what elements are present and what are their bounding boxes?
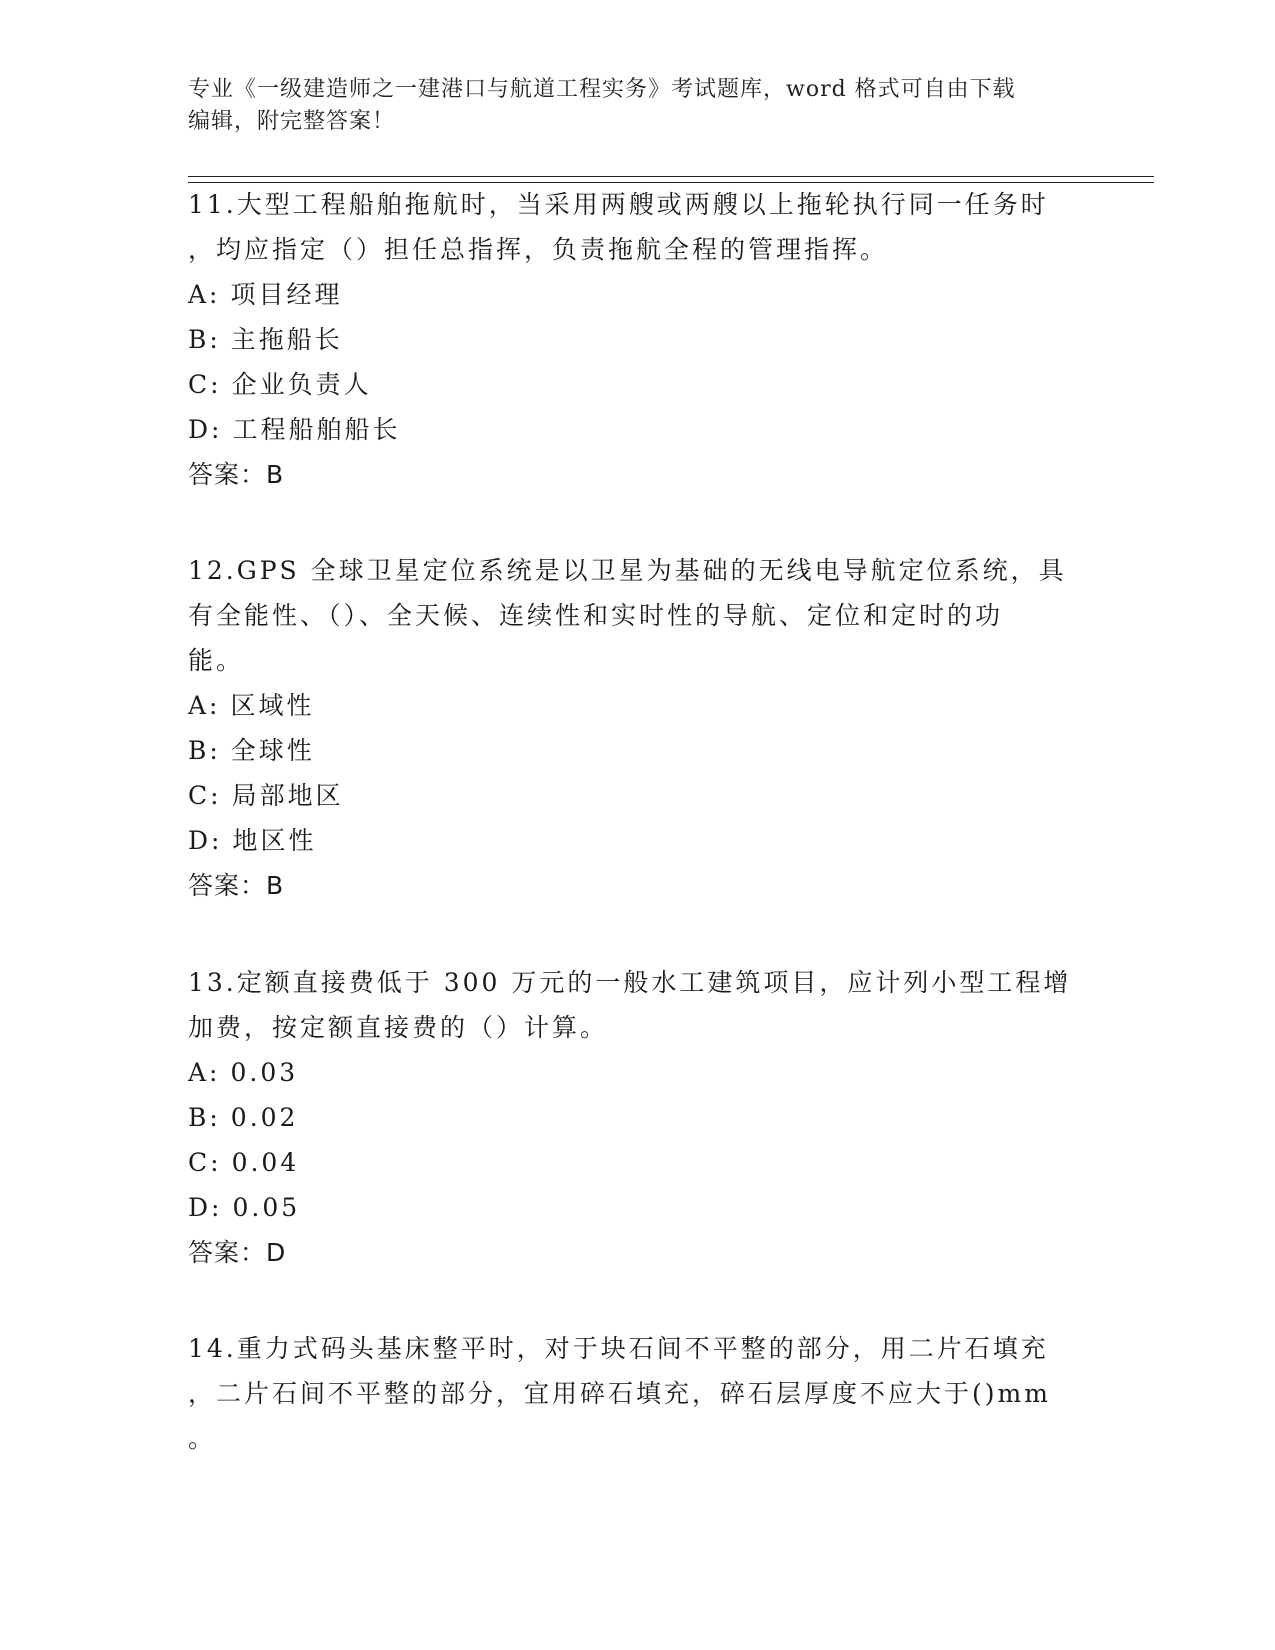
option-text: 全球性 bbox=[230, 736, 315, 765]
option-letter: C: bbox=[188, 1148, 222, 1177]
option-c bbox=[188, 362, 1088, 407]
question-11 bbox=[188, 182, 1088, 497]
answer-line: 答案：D bbox=[188, 1238, 287, 1267]
question-13 bbox=[188, 960, 1088, 1275]
header-line-1: 专业《一级建造师之一建港口与航道工程实务》考试题库，word 格式可自由下载 bbox=[188, 77, 1016, 102]
option-text: 地区性 bbox=[232, 826, 317, 855]
question-stem-line: 12.GPS 全球卫星定位系统是以卫星为基础的无线电导航定位系统，具 bbox=[188, 556, 1067, 585]
question-stem-line: ，均应指定（）担任总指挥，负责拖航全程的管理指挥。 bbox=[188, 235, 889, 264]
option-b bbox=[188, 317, 1088, 362]
option-letter: C: bbox=[188, 370, 222, 399]
option-a bbox=[188, 1050, 1088, 1095]
option-text: 项目经理 bbox=[230, 280, 343, 309]
option-letter: B: bbox=[188, 1103, 221, 1132]
option-a bbox=[188, 272, 1088, 317]
option-text: 区域性 bbox=[230, 691, 315, 720]
option-text: 0.03 bbox=[230, 1058, 299, 1087]
header-divider-top bbox=[188, 176, 1154, 177]
question-stem-line: 有全能性、（）、全天候、连续性和实时性的导航、定位和定时的功 bbox=[188, 601, 1004, 630]
option-c bbox=[188, 773, 1088, 818]
option-letter: D: bbox=[188, 415, 223, 444]
option-text: 0.05 bbox=[232, 1193, 301, 1222]
option-letter: A: bbox=[188, 280, 221, 309]
document-header bbox=[188, 74, 1088, 138]
option-text: 主拖船长 bbox=[230, 325, 343, 354]
question-stem-line: 13.定额直接费低于 300 万元的一般水工建筑项目，应计列小型工程增 bbox=[188, 968, 1072, 997]
question-stem-line: 。 bbox=[188, 1424, 217, 1453]
option-text: 局部地区 bbox=[231, 781, 344, 810]
header-line-2: 编辑，附完整答案！ bbox=[188, 109, 396, 134]
option-letter: A: bbox=[188, 691, 221, 720]
option-b bbox=[188, 1095, 1088, 1140]
question-stem-line: ，二片石间不平整的部分，宜用碎石填充，碎石层厚度不应大于()mm bbox=[188, 1379, 1051, 1408]
option-letter: B: bbox=[188, 736, 221, 765]
question-stem-line: 14.重力式码头基床整平时，对于块石间不平整的部分，用二片石填充 bbox=[188, 1334, 1049, 1363]
option-letter: A: bbox=[188, 1058, 221, 1087]
option-text: 0.02 bbox=[230, 1103, 299, 1132]
option-letter: D: bbox=[188, 826, 223, 855]
question-12 bbox=[188, 548, 1088, 908]
option-c bbox=[188, 1140, 1088, 1185]
option-text: 工程船舶船长 bbox=[232, 415, 401, 444]
option-d bbox=[188, 407, 1088, 452]
question-14 bbox=[188, 1326, 1088, 1461]
option-a bbox=[188, 683, 1088, 728]
option-letter: C: bbox=[188, 781, 222, 810]
option-letter: D: bbox=[188, 1193, 223, 1222]
answer-line: 答案：B bbox=[188, 460, 285, 489]
option-text: 0.04 bbox=[231, 1148, 300, 1177]
question-stem-line: 11.大型工程船舶拖航时，当采用两艘或两艘以上拖轮执行同一任务时 bbox=[188, 190, 1049, 219]
option-text: 企业负责人 bbox=[231, 370, 372, 399]
option-d bbox=[188, 1185, 1088, 1230]
option-b bbox=[188, 728, 1088, 773]
question-stem-line: 加费，按定额直接费的（）计算。 bbox=[188, 1013, 609, 1042]
question-stem-line: 能。 bbox=[188, 646, 245, 675]
option-letter: B: bbox=[188, 325, 221, 354]
option-d bbox=[188, 818, 1088, 863]
answer-line: 答案：B bbox=[188, 871, 285, 900]
